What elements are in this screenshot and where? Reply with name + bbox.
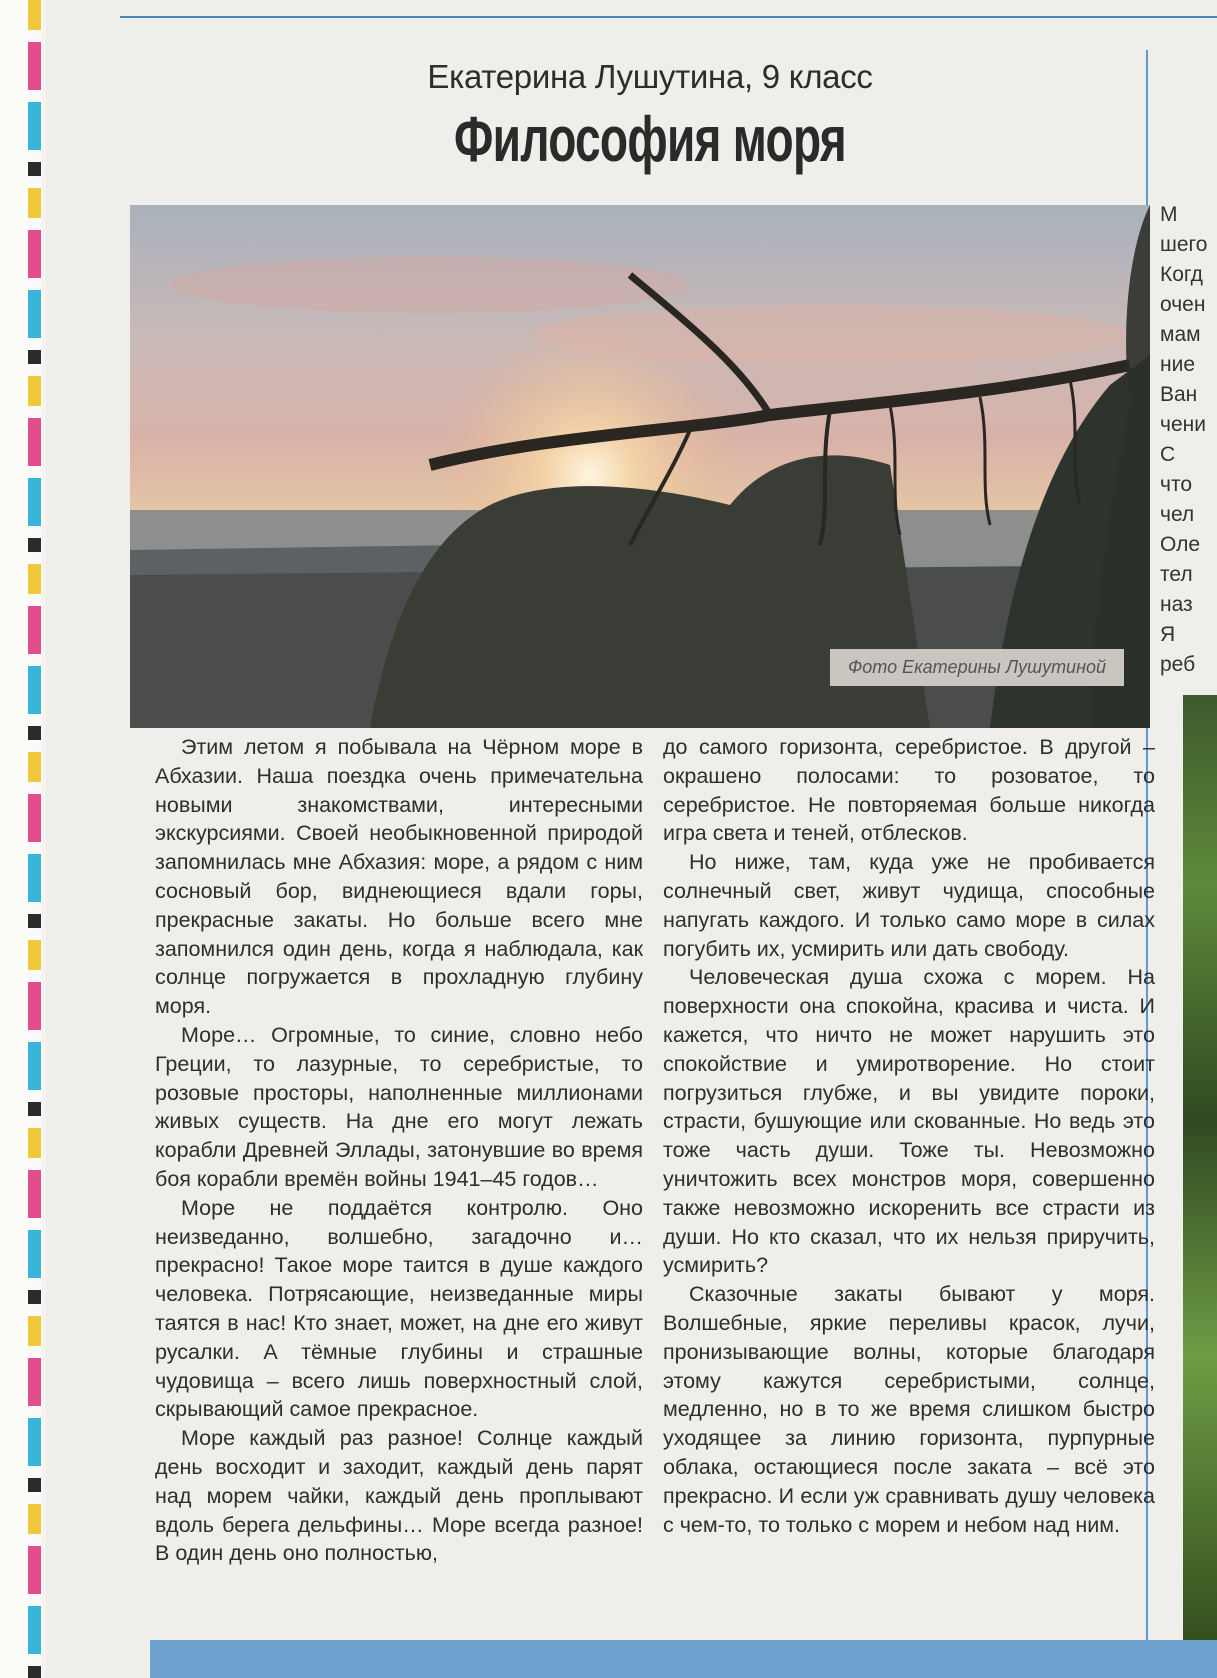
text-column-1 [155, 733, 643, 1568]
fragment-line: шего [1160, 233, 1208, 256]
paragraph: Человеческая душа схожа с морем. На поверхности она спокойна, красива и чиста. И кажется, что ничто не может нарушить это спокойствие и умиротворение. Но стоит погрузиться глубже, и вы увидите пороки, страсти, бушующие или скованные. Но ведь это тоже часть души. Тоже ты. Невозможно уничтожить всех монстров моря, совершенно также невозможно искоренить все страсти из души. Но кто сказал, что их нельзя приручить, усмирить? [663, 965, 1155, 1278]
fragment-line: мам [1160, 323, 1201, 346]
fragment-line: что [1160, 473, 1193, 496]
text-column-2 [663, 733, 1155, 1539]
fragment-line: ние [1160, 353, 1196, 376]
color-registration-bar [28, 0, 41, 1678]
bottom-band [150, 1640, 1217, 1678]
fragment-line: М [1160, 203, 1178, 226]
paragraph: Но ниже, там, куда уже не пробивается солнечный свет, живут чудища, способные напугать каждого. И только само море в силах погубить их, усмирить или дать свободу. [663, 850, 1155, 961]
fragment-line: Оле [1160, 533, 1201, 556]
article-title: Философия моря [454, 103, 846, 175]
paragraph: Сказочные закаты бывают у моря. Волшебные, яркие переливы красок, лучи, пронизывающие волны, которые благодаря этому кажутся серебристыми, солнце, медленно, но в то же время слишком быстро уходящее за линию горизонта, пурпурные облака, остающиеся после заката – всё это прекрасно. И если уж сравнивать душу человека с чем-то, то только с морем и небом над ним. [663, 1282, 1155, 1537]
fragment-line: чел [1160, 503, 1195, 526]
fragment-line: тел [1160, 563, 1193, 586]
fragment-line: Я [1160, 623, 1176, 646]
fragment-line: Когд [1160, 263, 1203, 286]
fragment-line: наз [1160, 593, 1193, 616]
fragment-line: реб [1160, 653, 1196, 676]
adjacent-photo-edge [1183, 695, 1217, 1640]
paragraph: Море… Огромные, то синие, словно небо Греции, то лазурные, то серебристые, то розовые просторы, наполненные миллионами живых существ. На дне его могут лежать корабли Древней Эллады, затонувшие во время боя корабли времён войны 1941–45 годов… [155, 1022, 643, 1191]
print-color-strip [0, 0, 42, 1678]
paragraph: Море каждый раз разное! Солнце каждый день восходит и заходит, каждый день парят над морем чайки, каждый день проплывают вдоль берега дельфины… Море всегда разное! В один день оно полностью, [155, 1426, 643, 1566]
paragraph: Море не поддаётся контролю. Оно неизведанно, волшебно, загадочно и… прекрасно! Такое море таится в душе каждого человека. Потрясающие, неизведанные миры таятся в нас! Кто знает, может, на дне его живут русалки. А тёмные глубины и страшные чудовища – всего лишь поверхностный слой, скрывающий самое прекрасное. [155, 1195, 643, 1422]
fragment-line: Ван [1160, 383, 1198, 406]
sunset-photo [130, 205, 1150, 728]
top-rule [120, 0, 1217, 18]
article-author: Екатерина Лушутина, 9 класс [427, 58, 873, 95]
paragraph: до самого горизонта, серебристое. В другой – окрашено полосами: то розоватое, то серебристое. Не повторяемая больше никогда игра света и теней, отблесков. [663, 735, 1155, 846]
fragment-line: С [1160, 443, 1176, 466]
paragraph: Этим летом я побывала на Чёрном море в Абхазии. Наша поездка очень примечательна новыми знакомствами, интересными экскурсиями. Своей необыкновенной природой запомнилась мне Абхазия: море, а рядом с ним сосновый бор, виднеющиеся вдали горы, прекрасные закаты. Но больше всего мне запомнился один день, когда я наблюдала, как солнце погружается в прохладную глубину моря. [155, 735, 643, 1019]
photo-caption: Фото Екатерины Лушутиной [830, 649, 1124, 686]
fragment-line: очен [1160, 293, 1206, 316]
adjacent-article-fragment [1160, 200, 1217, 680]
fragment-line: чени [1160, 413, 1206, 436]
